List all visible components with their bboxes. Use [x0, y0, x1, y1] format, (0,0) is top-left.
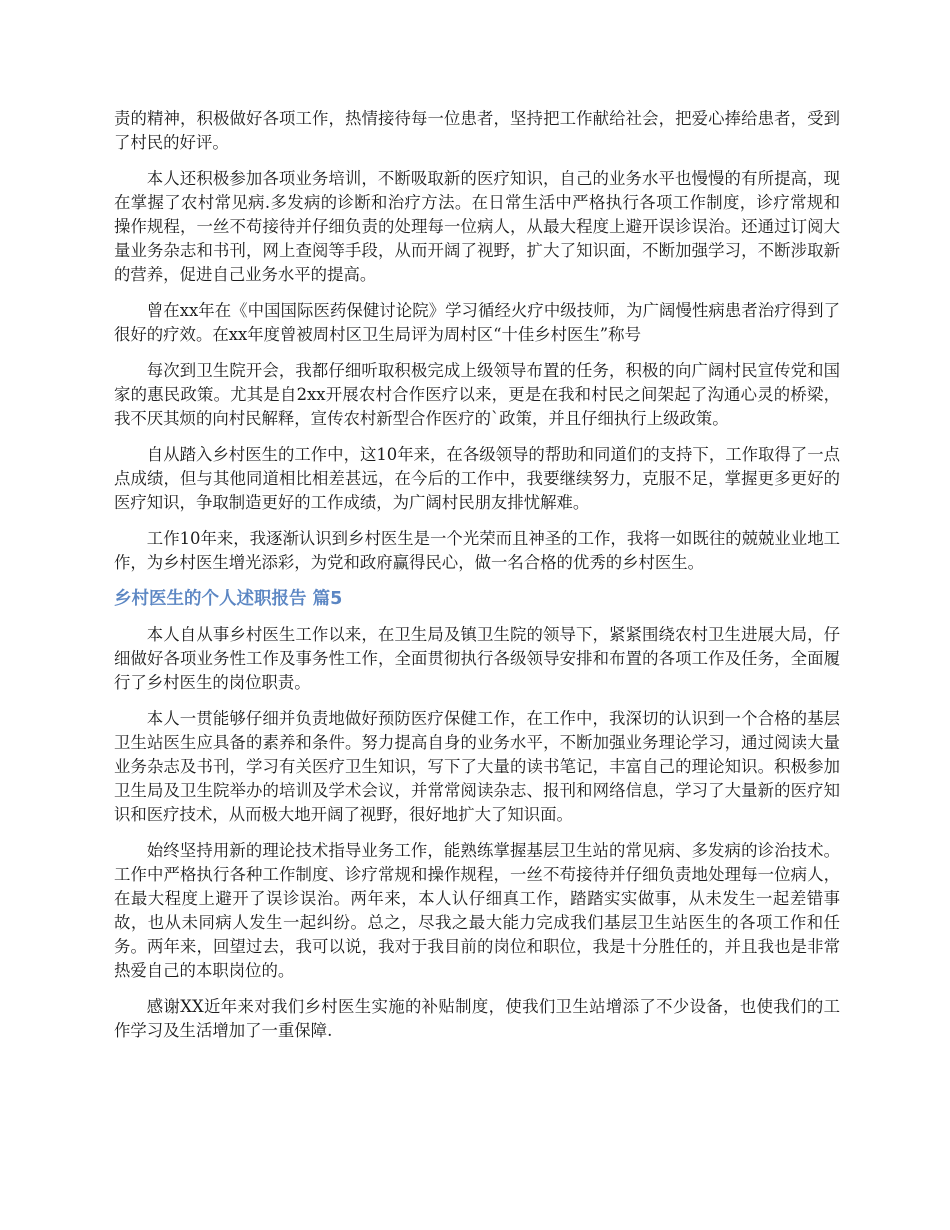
paragraph-meetings: 每次到卫生院开会，我都仔细听取积极完成上级领导布置的任务，积极的向广阔村民宣传党和国家的惠民政策。尤其是自2xx开展农村合作医疗以来，更是在我和村民之间架起了沟通心灵的桥梁，我不厌其烦的向村民解释，宣传农村新型合作医疗的`政策，并且仔细执行上级政策。 [114, 361, 840, 428]
paragraph-intro: 本人自从事乡村医生工作以来，在卫生局及镇卫生院的领导下，紧紧围绕农村卫生进展大局，仔细做好各项业务性工作及事务性工作，全面贯彻执行各级领导安排和布置的各项工作及任务，全面履行了乡村医生的岗位职责。 [114, 625, 840, 692]
section-heading: 乡村医生的个人述职报告 篇5 [114, 589, 343, 609]
paragraph-continuation: 责的精神，积极做好各项工作，热情接待每一位患者，坚持把工作献给社会，把爱心捧给患者，受到了村民的好评。 [114, 109, 840, 152]
paragraph-prevention: 本人一贯能够仔细并负责地做好预防医疗保健工作，在工作中，我深切的认识到一个合格的基层卫生站医生应具备的素养和条件。努力提高自身的业务水平，不断加强业务理论学习，通过阅读大量业务杂志及书刊，学习有关医疗卫生知识，写下了大量的读书笔记，丰富自己的理论知识。积极参加卫生局及卫生院举办的培训及学术会议，并常常阅读杂志、报刊和网络信息，学习了大量新的医疗知识和医疗技术，从而极大地开阔了视野，很好地扩大了知识面。 [114, 709, 840, 824]
paragraph-training: 本人还积极参加各项业务培训，不断吸取新的医疗知识，自己的业务水平也慢慢的有所提高，现在掌握了农村常见病.多发病的诊断和治疗方法。在日常生活中严格执行各项工作制度，诊疗常规和操作规程，一丝不苟接待并仔细负责的处理每一位病人，从最大程度上避开误诊误治。还通过订阅大量业务杂志和书刊，网上查阅等手段，从而开阔了视野，扩大了知识面，不断加强学习，不断涉取新的营养，促进自己业务水平的提高。 [114, 169, 840, 284]
paragraph-thanks: 感谢XX近年来对我们乡村医生实施的补贴制度，使我们卫生站增添了不少设备，也使我们的工作学习及生活增加了一重保障. [114, 997, 840, 1040]
document-body [114, 107, 840, 1055]
paragraph-closing: 工作10年来，我逐渐认识到乡村医生是一个光荣而且神圣的工作，我将一如既往的兢兢业业地工作，为乡村医生增光添彩，为党和政府赢得民心，做一名合格的优秀的乡村医生。 [114, 529, 840, 572]
paragraph-award: 曾在xx年在《中国国际医药保健讨论院》学习循经火疗中级技师，为广阔慢性病患者治疗得到了很好的疗效。在xx年度曾被周村区卫生局评为周村区“十佳乡村医生”称号 [114, 301, 840, 344]
paragraph-practice: 始终坚持用新的理论技术指导业务工作，能熟练掌握基层卫生站的常见病、多发病的诊治技术。工作中严格执行各种工作制度、诊疗常规和操作规程，一丝不苟接待并仔细负责地处理每一位病人，在最大程度上避开了误诊误治。两年来，本人认仔细真工作，踏踏实实做事，从未发生一起差错事故，也从未同病人发生一起纠纷。总之，尽我之最大能力完成我们基层卫生站医生的各项工作和任务。两年来，回望过去，我可以说，我对于我目前的岗位和职位，我是十分胜任的，并且我也是非常热爱自己的本职岗位的。 [114, 841, 840, 980]
paragraph-ten-years: 自从踏入乡村医生的工作中，这10年来，在各级领导的帮助和同道们的支持下，工作取得了一点点成绩，但与其他同道相比相差甚远，在今后的工作中，我要继续努力，克服不足，掌握更多更好的医疗知识，争取制造更好的工作成绩，为广阔村民朋友排忧解难。 [114, 445, 840, 512]
